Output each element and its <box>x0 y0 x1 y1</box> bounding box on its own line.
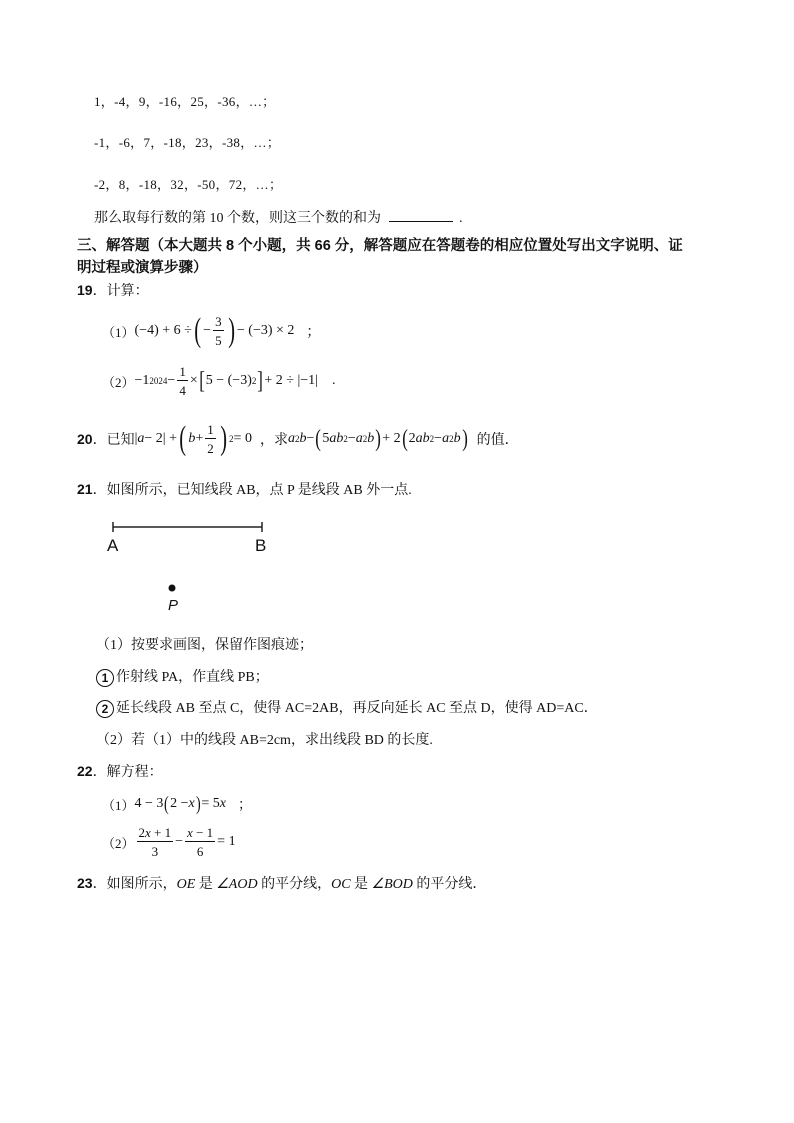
sequence-row-1: 1，-4，9，-16，25，-36，…； <box>94 94 276 109</box>
section-heading-line-1: 三、解答题（本大题共 8 个小题，共 66 分，解答题应在答题卷的相应位置处写出文字说明、证 <box>77 238 683 254</box>
q19-part1-end: ； <box>306 325 321 340</box>
point-p-dot <box>169 585 176 592</box>
sequence-row-3: -2，8，-18，32，-50，72，…； <box>94 177 283 192</box>
q22-part1-expr: 4 − 3 ( 2 − x ) = 5 x <box>134 793 227 815</box>
q19-dot: ． <box>92 284 107 299</box>
q20-expression: a 2 b − ( 5 ab 2 − a 2 b ) + 2 ( 2 ab 2 − a 2 b ) <box>287 426 468 452</box>
q20-number: 20 <box>77 431 93 447</box>
q23-suffix: 的平分线． <box>412 877 487 892</box>
q21-number: 21 <box>77 481 93 497</box>
q23 <box>77 873 486 893</box>
q21-step2-text: 延长线段 AB 至点 C，使得 AC=2AB，再反向延长 AC 至点 D，使得 AD=AC． <box>116 701 598 716</box>
q19-prompt <box>77 280 149 300</box>
q22-part1-label: （1） <box>102 797 135 813</box>
q21-step1-text: 作射线 PA，作直线 PB； <box>116 670 269 685</box>
q22-part1-end: ； <box>238 798 253 813</box>
q20-condition: | a − 2| + ( b + $\frac{1}{2}$ ) 2 = 0 <box>134 420 252 457</box>
q22-prompt-text: ．解方程： <box>92 765 163 780</box>
q18-tail-text: 那么取每行数的第 10 个数，则这三个数的和为 <box>94 211 381 226</box>
q23-number: 23 <box>77 875 93 891</box>
q21-step2 <box>96 697 598 718</box>
q23-oe: OE <box>176 877 196 892</box>
step-1-marker: 1 <box>96 669 114 687</box>
q22-part2-label: （2） <box>102 835 135 851</box>
q19-prompt-text: 计算： <box>106 284 149 299</box>
q23-is-1: 是 <box>195 877 217 892</box>
q23-angle-aod: ∠AOD <box>216 877 258 892</box>
q21-step1 <box>96 666 269 687</box>
q20 <box>77 422 519 456</box>
q19-part2-end: . <box>331 373 336 388</box>
q19-part1-label: （1） <box>102 324 135 340</box>
q22-number: 22 <box>77 763 93 779</box>
q23-is-2: 是 <box>350 877 372 892</box>
q21-prompt <box>77 479 412 499</box>
q22-part1 <box>102 794 252 814</box>
sequence-row-2: -1，-6，7，-18，23，-38，…； <box>94 135 281 150</box>
label-a: A <box>107 536 119 555</box>
q22-part2-expr: $\frac{2x + 1}{3}$ − $\frac{x - 1}{6}$ = 1 <box>138 825 236 859</box>
q19-part2 <box>102 365 335 397</box>
q20-suffix: 的值． <box>476 433 519 448</box>
label-p: P <box>168 597 179 614</box>
q22-prompt <box>77 761 163 781</box>
q19-part1-expr: (−4) + 6 ÷ ( − $\frac{3}{5}$ ) − (−3) × 2 <box>134 312 295 349</box>
q23-mid: 的平分线， <box>257 877 332 892</box>
q23-prefix: ．如图所示， <box>92 877 177 892</box>
q23-angle-bod: ∠BOD <box>371 877 413 892</box>
q19-part1 <box>102 314 320 348</box>
q19-part2-expr: −1 2024 − $\frac{1}{4}$ × [ 5 − (−3) 2 ] + 2 ÷ |−1| <box>134 364 318 398</box>
q20-mid: ，求 <box>259 433 288 448</box>
q21-part2: （2）若（1）中的线段 AB=2cm，求出线段 BD 的长度. <box>96 733 433 748</box>
q18-tail-end: . <box>459 211 463 226</box>
q23-oc: OC <box>331 877 351 892</box>
q19-number: 19 <box>77 282 93 298</box>
q19-part2-label: （2） <box>102 374 135 390</box>
q18-tail <box>94 207 463 227</box>
segment-ab-figure <box>105 518 285 618</box>
q21-part1: （1）按要求画图，保留作图痕迹； <box>96 638 313 653</box>
q21-prompt-text: ．如图所示，已知线段 AB，点 P 是线段 AB 外一点. <box>92 483 412 498</box>
label-b: B <box>255 536 267 555</box>
section-heading-line-2: 明过程或演算步骤） <box>77 260 208 276</box>
step-2-marker: 2 <box>96 700 114 718</box>
answer-blank[interactable] <box>389 211 453 222</box>
q20-prefix: ．已知 <box>92 433 135 448</box>
q22-part2 <box>102 826 236 858</box>
